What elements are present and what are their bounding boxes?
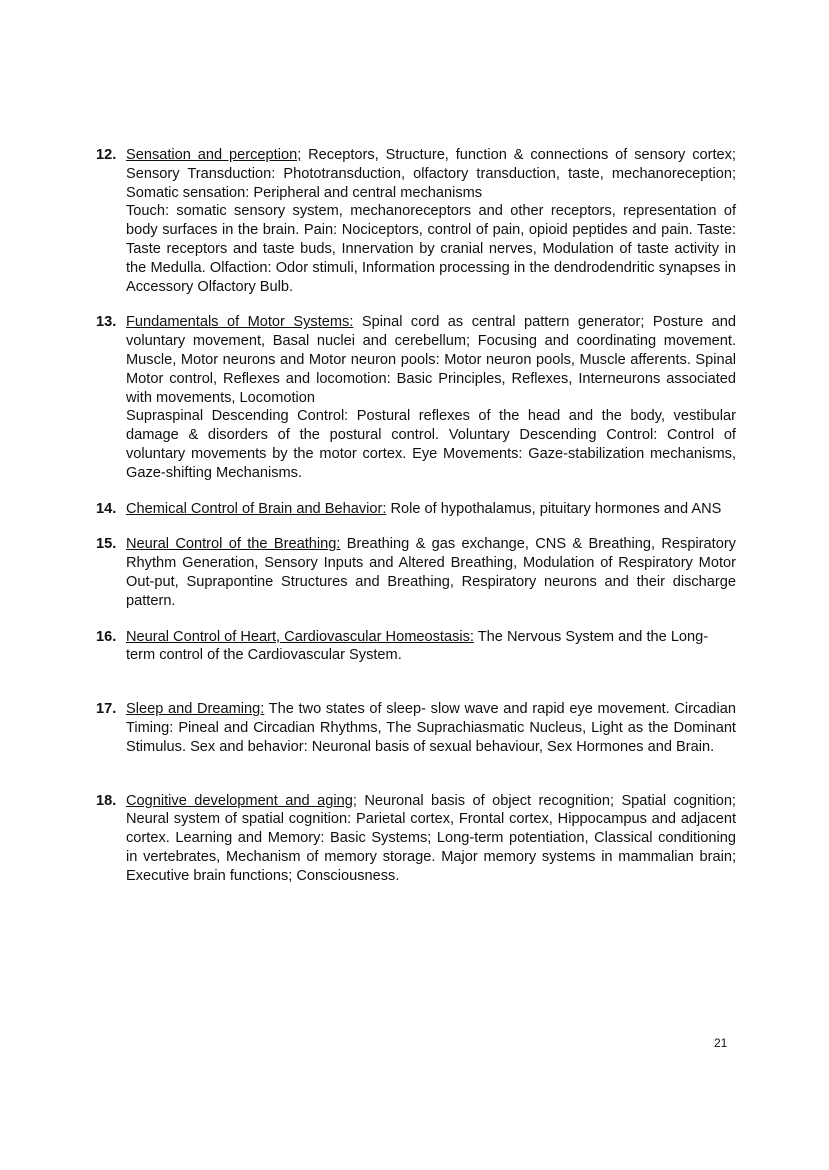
item-number: 16. [96,628,117,645]
section-item-16 [96,628,736,666]
item-text: ; Neuronal basis of object recognition; Spatial cognition; Neural system of spatial cognition: Parietal cortex, Frontal cortex, Hippocampus and adjacent cortex. Learning and Memory: Basic Systems; Long-term potentiation, Classical conditioning in vertebrates, Mechanism of memory storage. Major memory systems in mammalian brain; Executive brain functions; Consciousness. [126,792,736,884]
item-number: 17. [96,701,117,718]
item-heading: Neural Control of Heart, Cardiovascular Homeostasis: [126,628,474,645]
item-paragraph [126,700,736,756]
item-subparagraph: Supraspinal Descending Control: Postural reflexes of the head and the body, vestibular damage & disorders of the postural control. Voluntary Descending Control: Control of voluntary movements by the motor cortex. Eye Movements: Gaze-stabilization mechanisms, Gaze-shifting Mechanisms. [126,408,736,481]
item-paragraph [126,628,736,666]
item-heading: Sleep and Dreaming: [126,701,265,718]
item-number: 15. [96,536,117,553]
item-heading: Neural Control of the Breathing: [126,536,341,553]
item-heading: Chemical Control of Brain and Behavior: [126,500,387,517]
section-item-12 [96,146,736,296]
section-item-17 [96,700,736,756]
item-paragraph [126,535,736,610]
item-text: The two states of sleep- slow wave and rapid eye movement. Circadian Timing: Pineal and Circadian Rhythms, The Suprachiasmatic Nucleus, Light as the Dominant Stimulus. Sex and behavior: Neuronal basis of sexual behaviour, Sex Hormones and Brain. [126,701,736,755]
item-text: The Nervous System and the Long-term control of the Cardiovascular System. [126,628,709,664]
section-item-15 [96,535,736,610]
section-item-18 [96,792,736,886]
item-heading: Sensation and perception; [126,147,302,163]
item-text: Role of hypothalamus, pituitary hormones and ANS [386,500,722,517]
item-paragraph [126,313,736,407]
item-heading: Cognitive development and aging [126,792,353,809]
item-text: Breathing & gas exchange, CNS & Breathing, Respiratory Rhythm Generation, Sensory Inputs and Altered Breathing, Modulation of Respiratory Motor Out-put, Suprapontine Structures and Breathing, Respiratory neurons and their discharge pattern. [126,536,736,609]
item-number: 12. [96,147,117,163]
item-number: 14. [96,500,117,517]
item-heading: Fundamentals of Motor Systems: [126,314,354,331]
item-text: Receptors, Structure, function & connections of sensory cortex; Sensory Transduction: Phototransduction, olfactory transduction, taste, mechanoreception; Somatic sensation: Peripheral and central mechanisms [126,147,736,201]
item-paragraph [126,146,736,202]
section-item-13 [96,313,736,482]
item-subparagraph: Touch: somatic sensory system, mechanoreceptors and other receptors, representation of body surfaces in the brain. Pain: Nociceptors, control of pain, opioid peptides and pain. Taste: Taste receptors and taste buds, Innervation by cranial nerves, Modulation of taste activity in the Medulla. Olfaction: Odor stimuli, Information processing in the dendrodendritic synapses in Accessory Olfactory Bulb. [126,203,736,295]
item-paragraph [126,500,736,519]
item-text: Spinal cord as central pattern generator; Posture and voluntary movement, Basal nuclei and cerebellum; Focusing and coordinating movement. Muscle, Motor neurons and Motor neuron pools: Motor neuron pools, Muscle afferents. Spinal Motor control, Reflexes and locomotion: Basic Principles, Reflexes, Interneurons associated with movements, Locomotion [126,314,737,406]
item-number: 13. [96,314,117,331]
item-number: 18. [96,792,117,809]
document-body [96,146,736,886]
item-paragraph [126,792,736,886]
section-item-14 [96,500,736,519]
page-number: 21 [714,1036,728,1050]
